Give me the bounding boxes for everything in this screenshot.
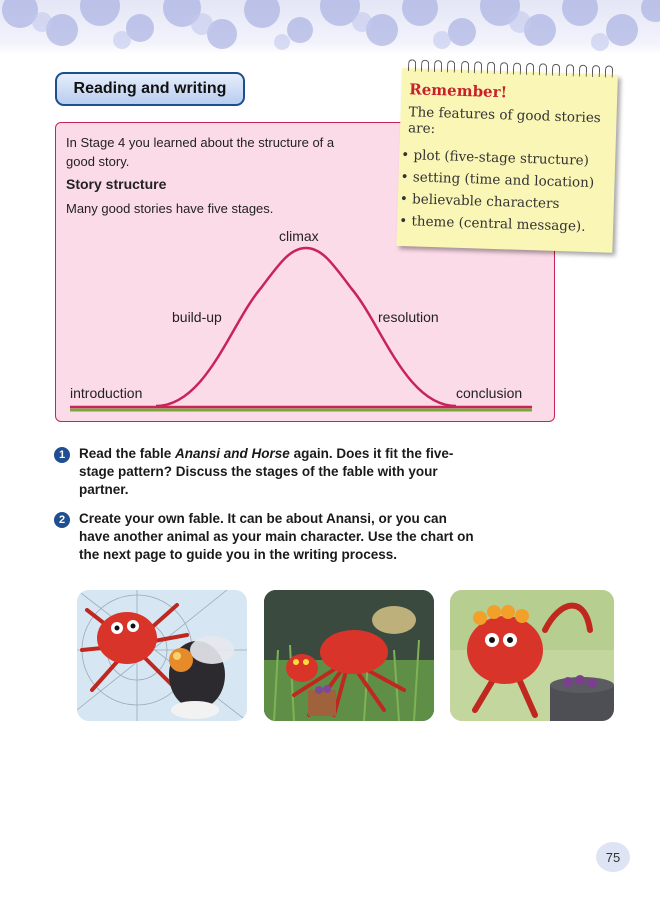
- spider-fly-picture: [77, 590, 247, 721]
- feature-item: • theme (central message).: [399, 210, 610, 239]
- spider-grass-picture: [264, 590, 434, 721]
- note-lead: The features of good stories are:: [407, 104, 601, 138]
- illustration-spider-with-pot: [450, 590, 614, 721]
- feature-item: • believable characters: [400, 188, 611, 217]
- stage-introduction: introduction: [70, 385, 143, 401]
- task-2: [54, 510, 474, 564]
- task-1: [54, 445, 474, 499]
- spiral-binding: [408, 59, 613, 81]
- task-number-badge: 1: [54, 447, 70, 463]
- section-heading: Reading and writing: [55, 72, 245, 106]
- bubble-pattern: [0, 0, 660, 54]
- task-text: Create your own fable. It can be about Anansi, or you can have another animal as your main character. Use the chart on the next page to guide you in the writing process.: [79, 511, 474, 562]
- illustration-spider-in-grass: [264, 590, 434, 721]
- feature-item: • plot (five-stage structure): [401, 144, 612, 173]
- illustration-spider-and-fly: [77, 590, 247, 721]
- stage-climax: climax: [279, 228, 319, 244]
- story-structure-heading: Story structure: [66, 176, 167, 192]
- story-structure-subtext: Many good stories have five stages.: [66, 201, 274, 216]
- fable-title: Anansi and Horse: [175, 446, 290, 461]
- task-number-badge: 2: [54, 512, 70, 528]
- stage-conclusion: conclusion: [456, 385, 523, 401]
- feature-list: [399, 144, 612, 239]
- task-text: Read the fable Anansi and Horse again. Does it fit the five-stage pattern? Discuss the stages of the fable with your partner.: [79, 446, 454, 497]
- story-arc-curve: [156, 248, 456, 406]
- spider-pot-picture: [450, 590, 614, 721]
- stage-resolution: resolution: [378, 309, 439, 325]
- decorative-banner: [0, 0, 660, 54]
- feature-item: • setting (time and location): [400, 166, 611, 195]
- remember-note: [396, 68, 617, 253]
- note-title: Remember!: [409, 80, 508, 102]
- intro-text: In Stage 4 you learned about the structure of a good story.: [66, 135, 335, 169]
- page-number: 75: [596, 842, 630, 872]
- stage-build-up: build-up: [172, 309, 222, 325]
